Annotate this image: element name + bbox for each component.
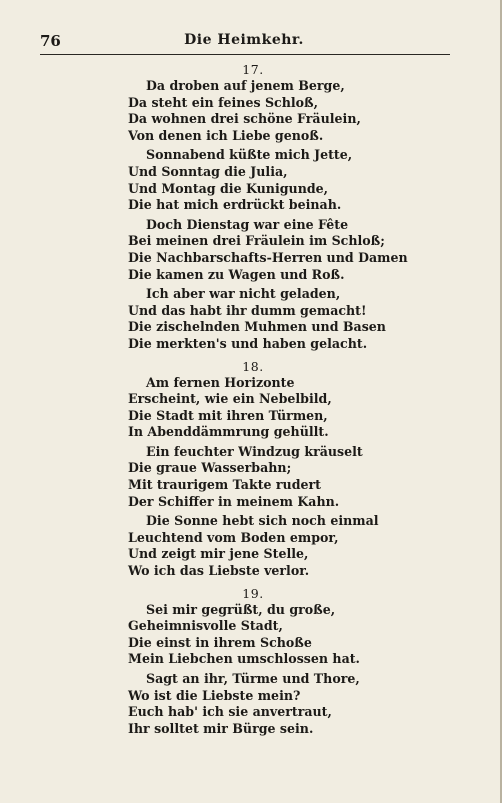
stanza <box>128 147 438 213</box>
verse-line: Geheimnisvolle Stadt, <box>128 618 283 634</box>
verse-line: Erscheint, wie ein Nebelbild, <box>128 391 332 407</box>
poem-17 <box>128 62 438 353</box>
verse-line: Die Stadt mit ihren Türmen, <box>128 407 328 423</box>
running-title: Die Heimkehr. <box>184 32 304 48</box>
verse-line: Doch Dienstag war eine Fête <box>146 216 349 232</box>
stanza <box>128 444 438 510</box>
verse-line: Die Nachbarschafts-Herren und Damen <box>128 249 408 265</box>
verse-line: Die kamen zu Wagen und Roß. <box>128 266 345 282</box>
stanza <box>128 78 438 144</box>
page-number: 76 <box>40 32 61 50</box>
verse-line: Euch hab' ich sie anvertraut, <box>128 704 332 720</box>
verse-line: Da steht ein feines Schloß, <box>128 94 318 110</box>
stanza <box>128 375 438 441</box>
verse-line: Da droben auf jenem Berge, <box>146 78 345 93</box>
verse-line: Und zeigt mir jene Stelle, <box>128 546 309 562</box>
verse-line: Die einst in ihrem Schoße <box>128 634 312 650</box>
stanza <box>128 602 438 668</box>
verse-line: Der Schiffer in meinem Kahn. <box>128 493 340 509</box>
verse-line: Mit traurigem Takte rudert <box>128 477 321 493</box>
stanza <box>128 217 438 283</box>
verse-line: Sei mir gegrüßt, du große, <box>146 601 336 617</box>
stanza <box>128 513 438 579</box>
verse-line: Sagt an ihr, Türme und Thore, <box>146 671 360 686</box>
page-header <box>40 30 448 52</box>
verse-line: Sonnabend küßte mich Jette, <box>146 147 353 163</box>
verse-line: In Abenddämmrung gehüllt. <box>128 424 329 440</box>
verse-line: Am fernen Horizonte <box>146 374 295 390</box>
poem-number: 19. <box>242 585 264 601</box>
verse-line: Ein feuchter Windzug kräuselt <box>146 443 363 459</box>
verse-line: Und Montag die Kunigunde, <box>128 180 329 196</box>
verse-line: Wo ist die Liebste mein? <box>128 687 301 703</box>
verse-line: Von denen ich Liebe genoß. <box>128 127 324 143</box>
verse-line: Die graue Wasserbahn; <box>128 460 292 476</box>
stanza <box>128 286 438 352</box>
verse-line: Bei meinen drei Fräulein im Schloß; <box>128 233 385 249</box>
verse-line: Und das habt ihr dumm gemacht! <box>128 302 367 318</box>
poem-text <box>128 62 438 743</box>
verse-line: Die zischelnden Muhmen und Basen <box>128 319 386 335</box>
verse-line: Da wohnen drei schöne Fräulein, <box>128 111 361 127</box>
verse-line: Die hat mich erdrückt beinah. <box>128 197 342 213</box>
header-rule <box>40 54 450 55</box>
verse-line: Und Sonntag die Julia, <box>128 163 288 179</box>
verse-line: Mein Liebchen umschlossen hat. <box>128 651 360 667</box>
poem-number: 17. <box>242 62 264 77</box>
poem-19 <box>128 586 438 738</box>
verse-line: Ihr solltet mir Bürge sein. <box>128 720 314 736</box>
poem-18 <box>128 359 438 580</box>
stanza <box>128 671 438 737</box>
verse-line: Ich aber war nicht geladen, <box>146 286 341 302</box>
poem-number: 18. <box>242 358 264 374</box>
verse-line: Die Sonne hebt sich noch einmal <box>146 513 379 529</box>
verse-line: Leuchtend vom Boden empor, <box>128 529 339 545</box>
verse-line: Die merkten's und haben gelacht. <box>128 335 368 351</box>
verse-line: Wo ich das Liebste verlor. <box>128 563 310 579</box>
